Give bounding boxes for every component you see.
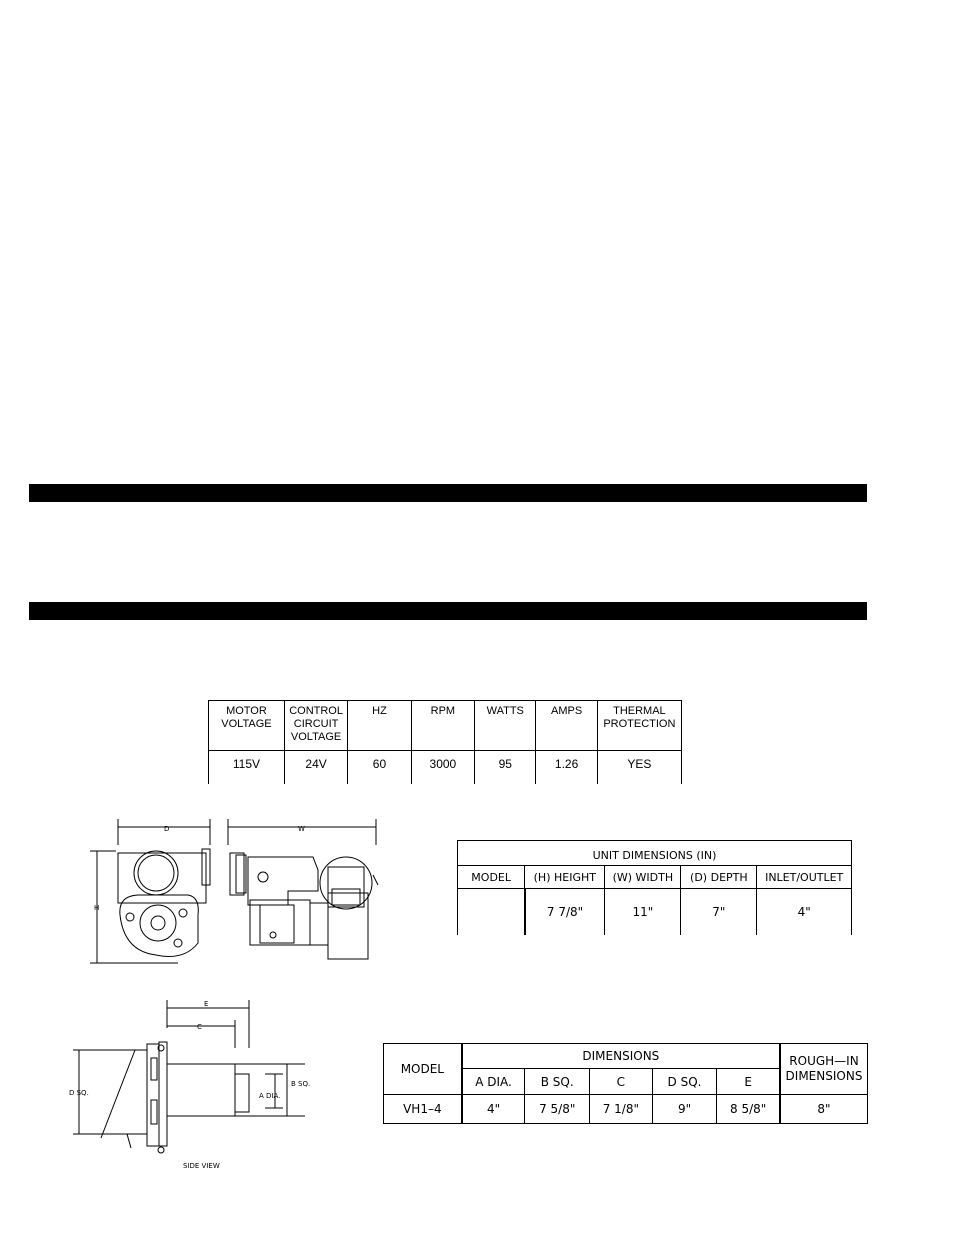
unit-dimensions-table	[457, 840, 852, 935]
dim-label-w: W	[298, 825, 305, 833]
table-row	[384, 1095, 868, 1124]
rough-in-dimensions-table	[383, 1043, 868, 1124]
table-row	[458, 889, 852, 936]
cell-inlet-outlet: 4"	[757, 889, 852, 936]
cell-width: 11"	[605, 889, 681, 936]
motor-spec-table	[208, 700, 682, 784]
cell-control-voltage: 24V	[284, 751, 347, 785]
unit-dimensions-title: UNIT DIMENSIONS (IN)	[458, 841, 852, 866]
header-dimensions: DIMENSIONS	[462, 1044, 780, 1069]
header-e: E	[717, 1069, 780, 1095]
cell-rough-in: 8"	[780, 1095, 868, 1124]
dim-label-h: H	[94, 904, 100, 912]
cell-amps: 1.26	[536, 751, 597, 785]
header-height: (H) HEIGHT	[525, 866, 605, 889]
cell-depth: 7"	[681, 889, 757, 936]
header-hz: HZ	[372, 705, 387, 717]
unit-front-view-drawing	[88, 815, 388, 970]
header-amps: AMPS	[550, 705, 583, 717]
dim-label-d-sq: D SQ.	[69, 1089, 89, 1097]
header-model: MODEL	[458, 866, 525, 889]
header-thermal-protection: THERMAL PROTECTION	[603, 705, 676, 730]
header-a-dia: A DIA.	[462, 1069, 525, 1095]
cell-hz: 60	[348, 751, 411, 785]
dim-label-e: E	[204, 1000, 209, 1008]
dim-label-a-dia: A DIA.	[259, 1092, 281, 1100]
dim-label-b-sq: B SQ.	[291, 1080, 311, 1088]
cell-e: 8 5/8"	[717, 1095, 780, 1124]
header-inlet-outlet: INLET/OUTLET	[757, 866, 852, 889]
header-width: (W) WIDTH	[605, 866, 681, 889]
cell-model	[458, 889, 525, 936]
cell-motor-voltage: 115V	[209, 751, 285, 785]
header-d-sq: D SQ.	[652, 1069, 717, 1095]
table-header-row	[209, 701, 682, 751]
side-view-caption: SIDE VIEW	[183, 1162, 220, 1170]
dim-label-d: D	[164, 825, 170, 833]
side-view-drawing	[65, 998, 350, 1173]
cell-height: 7 7/8"	[525, 889, 605, 936]
header-model: MODEL	[384, 1044, 462, 1095]
header-control-circuit-voltage: CONTROL CIRCUIT VOLTAGE	[289, 705, 343, 743]
header-rpm: RPM	[430, 705, 456, 717]
table-header-row	[458, 866, 852, 889]
cell-thermal-protection: YES	[597, 751, 681, 785]
cell-d-sq: 9"	[652, 1095, 717, 1124]
cell-watts: 95	[475, 751, 536, 785]
header-depth: (D) DEPTH	[681, 866, 757, 889]
header-b-sq: B SQ.	[525, 1069, 590, 1095]
header-watts: WATTS	[486, 705, 524, 717]
section-header-bar	[29, 602, 867, 620]
cell-a-dia: 4"	[462, 1095, 525, 1124]
cell-rpm: 3000	[411, 751, 474, 785]
section-header-bar	[29, 484, 867, 502]
header-c: C	[590, 1069, 653, 1095]
dim-label-c: C	[197, 1023, 202, 1031]
cell-b-sq: 7 5/8"	[525, 1095, 590, 1124]
cell-model: VH1–4	[384, 1095, 462, 1124]
header-rough-in-dimensions: ROUGH—IN DIMENSIONS	[780, 1044, 868, 1095]
cell-c: 7 1/8"	[590, 1095, 653, 1124]
header-motor-voltage: MOTOR VOLTAGE	[221, 705, 272, 730]
table-row	[209, 751, 682, 785]
